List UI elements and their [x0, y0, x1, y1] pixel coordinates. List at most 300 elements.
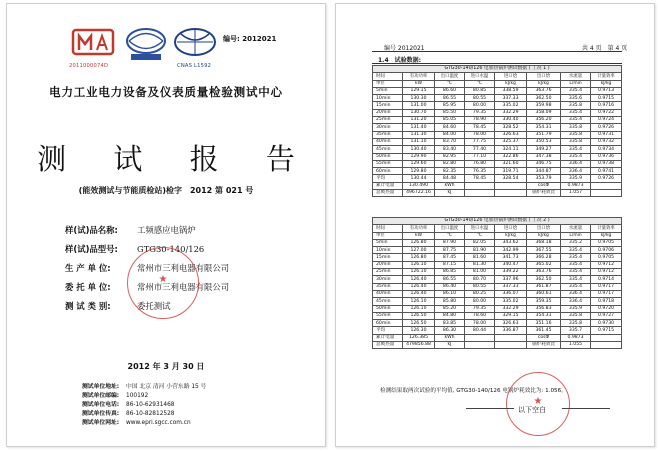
- table-cell: 85.95: [435, 102, 465, 109]
- table-cell: 81.30: [465, 261, 495, 268]
- table-cell: 126.80: [403, 254, 435, 261]
- table-cell: 时间: [373, 73, 403, 80]
- table-cell: 335.8: [561, 320, 591, 327]
- table-cell: [495, 190, 527, 197]
- test-category-label: 测 试 类 别:: [65, 301, 111, 311]
- table-cell: 131.20: [403, 117, 435, 124]
- table-footer-row: [373, 182, 622, 189]
- table-cell: 353.79: [527, 175, 561, 182]
- table-cell: 86.30: [435, 327, 465, 334]
- table-row: [373, 276, 622, 283]
- table-cell: 354.31: [527, 124, 561, 131]
- table-cell: 342.99: [495, 247, 527, 254]
- table-cell: 335.9: [561, 305, 591, 312]
- table-cell: 80.25: [465, 290, 495, 297]
- table-cell: 337.33: [495, 95, 527, 102]
- test-data-page: [335, 3, 655, 447]
- table-cell: 326.63: [495, 320, 527, 327]
- table-cell: 进口水温: [465, 225, 495, 232]
- table-row: [373, 305, 622, 312]
- table-cell: 368.18: [527, 239, 561, 246]
- table-cell: 单位: [373, 80, 403, 87]
- table-cell: 0.9718: [591, 298, 622, 305]
- certification-logos: [67, 24, 267, 72]
- table-cell: 40min: [373, 138, 403, 145]
- table-cell: 25min: [373, 269, 403, 276]
- table-cell: 335.4: [561, 146, 591, 153]
- table-cell: 129.90: [403, 153, 435, 160]
- table-cell: 335.8: [561, 138, 591, 145]
- table-cell: 0.9726: [591, 124, 622, 131]
- section-divider: [372, 63, 622, 64]
- table-cell: 76.80: [465, 160, 495, 167]
- testing-center-name: 电力工业电力设备及仪表质量检验测试中心: [49, 85, 283, 99]
- table-cell: 366.28: [527, 254, 561, 261]
- section-heading: 1.4 试验数据:: [378, 57, 422, 64]
- table-cell: [495, 182, 527, 189]
- table-cell: 35min: [373, 131, 403, 138]
- table-cell: 346.75: [527, 160, 561, 167]
- table-cell: 5min: [373, 239, 403, 246]
- table-cell: 0.9736: [591, 153, 622, 160]
- table-cell: 83.40: [435, 146, 465, 153]
- table-cell: 126.50: [403, 320, 435, 327]
- ilac-mra-logo-icon: [121, 24, 171, 64]
- table-cell: 126.10: [403, 298, 435, 305]
- table-cell: [591, 182, 622, 189]
- table-cell: 79.35: [465, 305, 495, 312]
- table-cell: 总吸热量: [373, 342, 403, 349]
- table-cell: 129.15: [403, 87, 435, 94]
- table-cell: [465, 334, 495, 341]
- table-cell: 335.2: [561, 239, 591, 246]
- header-divider: [372, 51, 622, 52]
- table-cell: 0.9717: [591, 290, 622, 297]
- table-cell: 60min: [373, 320, 403, 327]
- official-seal-stamp-sheet: ★: [506, 372, 570, 436]
- table-cell: 出口焓: [527, 73, 561, 80]
- table-cell: ℃: [465, 80, 495, 87]
- table-cell: 85.80: [435, 298, 465, 305]
- table-cell: 水流量: [561, 73, 591, 80]
- table-cell: 130.44: [403, 175, 435, 182]
- table-cell: 130.40: [403, 146, 435, 153]
- table-cell: 362.50: [527, 95, 561, 102]
- table-cell: 322.86: [495, 153, 527, 160]
- table-row: [373, 312, 622, 319]
- table-cell: 10min: [373, 95, 403, 102]
- table-cell: 单位: [373, 232, 403, 239]
- table-row: [373, 160, 622, 167]
- table-cell: 330.40: [495, 117, 527, 124]
- cma-logo-label: 2011000074D: [69, 63, 109, 69]
- table-cell: 335.8: [561, 102, 591, 109]
- table-cell: 0.9714: [591, 276, 622, 283]
- table-cell: 86.55: [435, 276, 465, 283]
- table-cell: [591, 190, 622, 197]
- table-cell: cosΦ: [527, 182, 561, 189]
- table-cell: ℃: [435, 232, 465, 239]
- table-cell: [495, 342, 527, 349]
- table-row: [373, 131, 622, 138]
- table-cell: 332.29: [495, 305, 527, 312]
- table-cell: 0.9724: [591, 117, 622, 124]
- table-cell: 78.90: [465, 117, 495, 124]
- table-row: [373, 175, 622, 182]
- table-row: [373, 117, 622, 124]
- table-cell: kWh: [435, 182, 465, 189]
- table-cell: 35min: [373, 283, 403, 290]
- table-units-row: [373, 232, 622, 239]
- table-cell: 80.55: [465, 95, 495, 102]
- table-cell: 363.76: [527, 87, 561, 94]
- table-cell: kJ/kg: [591, 80, 622, 87]
- table-cell: 351.16: [527, 320, 561, 327]
- table-cell: 335.4: [561, 261, 591, 268]
- table-cell: 84.80: [435, 312, 465, 319]
- table-cell: 1.055: [561, 342, 591, 349]
- table-cell: 336.07: [495, 290, 527, 297]
- table-cell: 0.9726: [591, 175, 622, 182]
- table-cell: 326.63: [495, 131, 527, 138]
- table-cell: 87.45: [435, 254, 465, 261]
- table-cell: 335.02: [495, 102, 527, 109]
- table-cell: 126.80: [403, 239, 435, 246]
- table-cell: 126.10: [403, 269, 435, 276]
- end-rule-left: [466, 408, 514, 409]
- table-cell: 80.00: [465, 102, 495, 109]
- table-cell: kW: [403, 232, 435, 239]
- table-cell: 锅炉耗效比: [527, 342, 561, 349]
- table-cell: 0.9727: [591, 312, 622, 319]
- table-cell: 87.90: [435, 239, 465, 246]
- table-cell: 131.40: [403, 124, 435, 131]
- table-cell: 359.98: [527, 102, 561, 109]
- table-cell: 0.9712: [591, 269, 622, 276]
- table-cell: 362.50: [527, 276, 561, 283]
- table-cell: kJ/kg: [527, 80, 561, 87]
- table-cell: 0.9873: [561, 182, 591, 189]
- sample-model-label: 样(试)品型号:: [65, 244, 118, 254]
- official-seal-stamp: ★: [127, 247, 199, 319]
- table-cell: 82.95: [435, 153, 465, 160]
- table-cell: 359.35: [527, 298, 561, 305]
- table-cell: L/min: [561, 80, 591, 87]
- table-cell: ℃: [435, 80, 465, 87]
- table-cell: 337.96: [495, 276, 527, 283]
- data-table-condition-1: [372, 65, 622, 197]
- table-cell: 338.59: [495, 87, 527, 94]
- table-cell: 78.45: [465, 175, 495, 182]
- table-cell: 343.62: [495, 239, 527, 246]
- table-cell: 130.30: [403, 95, 435, 102]
- report-cover-page: [6, 3, 326, 447]
- table-cell: 358.09: [527, 109, 561, 116]
- table-cell: 80.00: [465, 298, 495, 305]
- test-category-value: 委托测试: [137, 301, 171, 311]
- table-cell: 126.10: [403, 261, 435, 268]
- table-row: [373, 109, 622, 116]
- table-row: [373, 269, 622, 276]
- table-cell: 0.9715: [591, 95, 622, 102]
- table-row: [373, 283, 622, 290]
- manufacturer-label: 生 产 单 位:: [65, 263, 111, 273]
- table-cell: 77.10: [465, 153, 495, 160]
- sample-model-value: GTG30-140/126: [137, 244, 205, 254]
- table-cell: 50min: [373, 153, 403, 160]
- table-cell: cosΦ: [527, 334, 561, 341]
- table-cell: 累计电量: [373, 182, 403, 189]
- table-cell: 335.8: [561, 124, 591, 131]
- report-title: 测 试 报 告: [37, 142, 314, 176]
- table-cell: 319.71: [495, 168, 527, 175]
- table-cell: 328.54: [495, 175, 527, 182]
- table-row: [373, 327, 622, 334]
- table-cell: 55min: [373, 312, 403, 319]
- end-blank-text: 以下空白: [518, 406, 546, 414]
- table-cell: 84.48: [435, 175, 465, 182]
- table-cell: 356.83: [527, 305, 561, 312]
- table-cell: 336.4: [561, 168, 591, 175]
- table-cell: 50min: [373, 305, 403, 312]
- table-cell: 时间: [373, 225, 403, 232]
- table-cell: 356.20: [527, 117, 561, 124]
- table-cell: 30min: [373, 276, 403, 283]
- table-cell: 335.4: [561, 269, 591, 276]
- table-cell: 85.05: [435, 117, 465, 124]
- table-cell: 337.33: [495, 283, 527, 290]
- table-cell: 累计电量: [373, 334, 403, 341]
- table-cell: 335.8: [561, 131, 591, 138]
- table-caption-row: [373, 66, 622, 73]
- table-caption-row: [373, 218, 622, 225]
- table-cell: 81.00: [465, 269, 495, 276]
- table-cell: 出口焓: [527, 225, 561, 232]
- sample-name-field: [65, 224, 196, 236]
- table-row: [373, 124, 622, 131]
- table-cell: 81.90: [465, 247, 495, 254]
- contact-address: 测试单位地址: 中国 北京 清河 小营东路 15 号: [82, 384, 207, 390]
- table-cell: 126.385: [403, 334, 435, 341]
- table-cell: 79.35: [465, 109, 495, 116]
- table-cell: 有功功率: [403, 225, 435, 232]
- table-cell: 335.8: [561, 312, 591, 319]
- table-cell: 335.4: [561, 87, 591, 94]
- table-caption: GTG30-140/126 电加热锅炉测试数据 ( 工况 1 ): [373, 66, 622, 73]
- table-cell: [591, 334, 622, 341]
- table-cell: kJ: [435, 190, 465, 197]
- sample-name-value: 工频感应电锅炉: [137, 225, 196, 235]
- cma-logo-icon: [67, 24, 119, 64]
- table-cell: kJ/kg: [527, 232, 561, 239]
- table-cell: 平均: [373, 175, 403, 182]
- table-cell: 0.9732: [591, 138, 622, 145]
- table-cell: 83.85: [435, 320, 465, 327]
- table-cell: 126.30: [403, 327, 435, 334]
- table-cell: 计量效率: [591, 73, 622, 80]
- table-cell: 363.76: [527, 269, 561, 276]
- table-cell: 20min: [373, 109, 403, 116]
- table-header-row: [373, 73, 622, 80]
- table-cell: 80.85: [465, 87, 495, 94]
- table-cell: 86.40: [435, 283, 465, 290]
- table-cell: 329.15: [495, 312, 527, 319]
- table-row: [373, 298, 622, 305]
- table-cell: 361.45: [527, 327, 561, 334]
- document-code: (能效测试与节能质检站)检字 2012 第 021 号: [78, 186, 254, 195]
- table-row: [373, 254, 622, 261]
- table-cell: 45min: [373, 146, 403, 153]
- table-cell: 25min: [373, 117, 403, 124]
- table-cell: 76.35: [465, 168, 495, 175]
- table-cell: 进口焓: [495, 225, 527, 232]
- table-row: [373, 138, 622, 145]
- table-row: [373, 290, 622, 297]
- table-cell: 85.50: [435, 109, 465, 116]
- end-rule-right: [562, 408, 610, 409]
- table-cell: 335.4: [561, 276, 591, 283]
- table-cell: 86.85: [435, 269, 465, 276]
- table-cell: 335.4: [561, 247, 591, 254]
- table-cell: 131.10: [403, 138, 435, 145]
- table-cell: 5min: [373, 87, 403, 94]
- table-cell: 0.9705: [591, 254, 622, 261]
- table-cell: 30min: [373, 124, 403, 131]
- table-row: [373, 146, 622, 153]
- table-row: [373, 239, 622, 246]
- table-cell: 总吸热量: [373, 190, 403, 197]
- table-cell: kJ/kg: [495, 80, 527, 87]
- table-cell: 86.55: [435, 95, 465, 102]
- table-cell: 77.40: [465, 146, 495, 153]
- table-cell: 15min: [373, 254, 403, 261]
- table-cell: 325.37: [495, 138, 527, 145]
- table-cell: 86.10: [435, 290, 465, 297]
- table-cell: 78.60: [465, 312, 495, 319]
- table-cell: 水流量: [561, 225, 591, 232]
- table-cell: 0.9738: [591, 160, 622, 167]
- table-cell: 335.02: [495, 298, 527, 305]
- table-cell: 进口焓: [495, 73, 527, 80]
- table-cell: 335.7: [561, 327, 591, 334]
- table-cell: 496722.16: [403, 190, 435, 197]
- table-cell: 131.00: [403, 102, 435, 109]
- table-cell: 出口温度: [435, 73, 465, 80]
- table-cell: 80.70: [465, 276, 495, 283]
- table-cell: 129.60: [403, 160, 435, 167]
- table-cell: kWh: [435, 334, 465, 341]
- table-cell: 340.47: [495, 261, 527, 268]
- table-cell: 130.490: [403, 182, 435, 189]
- table-row: [373, 87, 622, 94]
- table-cell: 0.9717: [591, 283, 622, 290]
- table-cell: 0.9715: [591, 327, 622, 334]
- contact-fax: 测试单位传真: 86-10-82812528: [82, 411, 175, 417]
- table-cell: kJ/kg: [591, 232, 622, 239]
- table-row: [373, 95, 622, 102]
- table-cell: 78.45: [465, 124, 495, 131]
- table-cell: 87.15: [435, 261, 465, 268]
- table-cell: 339.22: [495, 269, 527, 276]
- result-note: 检测结果取两次试验的平均值, GTG30-140/126 电锅炉耗效比为: 1.056。: [380, 388, 567, 394]
- table-cell: 计量效率: [591, 225, 622, 232]
- table-footer-row: [373, 342, 622, 349]
- table-cell: ℃: [465, 232, 495, 239]
- table-cell: 335.6: [561, 95, 591, 102]
- table-cell: 336.4: [561, 298, 591, 305]
- table-cell: 365.02: [527, 261, 561, 268]
- table-row: [373, 102, 622, 109]
- table-cell: 80.44: [465, 327, 495, 334]
- table-cell: 10min: [373, 247, 403, 254]
- table-cell: 0.9741: [591, 168, 622, 175]
- table-cell: 335.9: [561, 175, 591, 182]
- table-cell: 0.9730: [591, 320, 622, 327]
- table-cell: 335.4: [561, 153, 591, 160]
- cnas-logo-label: CNAS L1592: [177, 63, 212, 69]
- table-cell: 0.9705: [591, 239, 622, 246]
- table-header-row: [373, 225, 622, 232]
- table-cell: 82.05: [465, 239, 495, 246]
- table-cell: 0.9713: [591, 87, 622, 94]
- table-cell: 321.60: [495, 160, 527, 167]
- table-cell: 354.31: [527, 312, 561, 319]
- table-cell: 有功功率: [403, 73, 435, 80]
- table-cell: 81.60: [465, 254, 495, 261]
- table-cell: 80.55: [465, 283, 495, 290]
- page-header-pagination: 共 4 页 第 4 页: [582, 45, 628, 52]
- table-cell: 350.53: [527, 138, 561, 145]
- table-cell: 332.29: [495, 109, 527, 116]
- table-cell: 0.9873: [561, 334, 591, 341]
- table-cell: 341.73: [495, 254, 527, 261]
- table-cell: 349.27: [527, 146, 561, 153]
- table-cell: 77.75: [465, 138, 495, 145]
- table-cell: 336.87: [495, 327, 527, 334]
- table-cell: 479856.88: [403, 342, 435, 349]
- table-cell: 367.55: [527, 247, 561, 254]
- table-cell: [465, 342, 495, 349]
- table-cell: 361.87: [527, 283, 561, 290]
- report-date: 2012 年 3 月 30 日: [127, 362, 205, 371]
- table-cell: L/min: [561, 232, 591, 239]
- table-caption: GTG30-140/126 电加热锅炉测试数据 ( 工况 2 ): [373, 218, 622, 225]
- table-cell: 0.9716: [591, 102, 622, 109]
- table-cell: 87.75: [435, 247, 465, 254]
- table-cell: 335.4: [561, 117, 591, 124]
- table-cell: 344.87: [527, 168, 561, 175]
- table-cell: 131.30: [403, 131, 435, 138]
- table-cell: 55min: [373, 160, 403, 167]
- table-cell: 45min: [373, 298, 403, 305]
- table-cell: 出口温度: [435, 225, 465, 232]
- table-footer-row: [373, 334, 622, 341]
- table-footer-row: [373, 190, 622, 197]
- table-cell: 126.50: [403, 312, 435, 319]
- table-cell: 0.9720: [591, 305, 622, 312]
- table-cell: 335.4: [561, 109, 591, 116]
- table-cell: 20min: [373, 261, 403, 268]
- contact-website: 测试单位网址: www.epri.sgcc.com.cn: [82, 420, 191, 426]
- table-cell: 84.00: [435, 131, 465, 138]
- table-cell: 82.80: [435, 160, 465, 167]
- table-cell: 0.9706: [591, 247, 622, 254]
- table-cell: 78.00: [465, 320, 495, 327]
- table-row: [373, 247, 622, 254]
- table-cell: 0.9734: [591, 146, 622, 153]
- table-cell: kJ: [435, 342, 465, 349]
- table-cell: 127.00: [403, 247, 435, 254]
